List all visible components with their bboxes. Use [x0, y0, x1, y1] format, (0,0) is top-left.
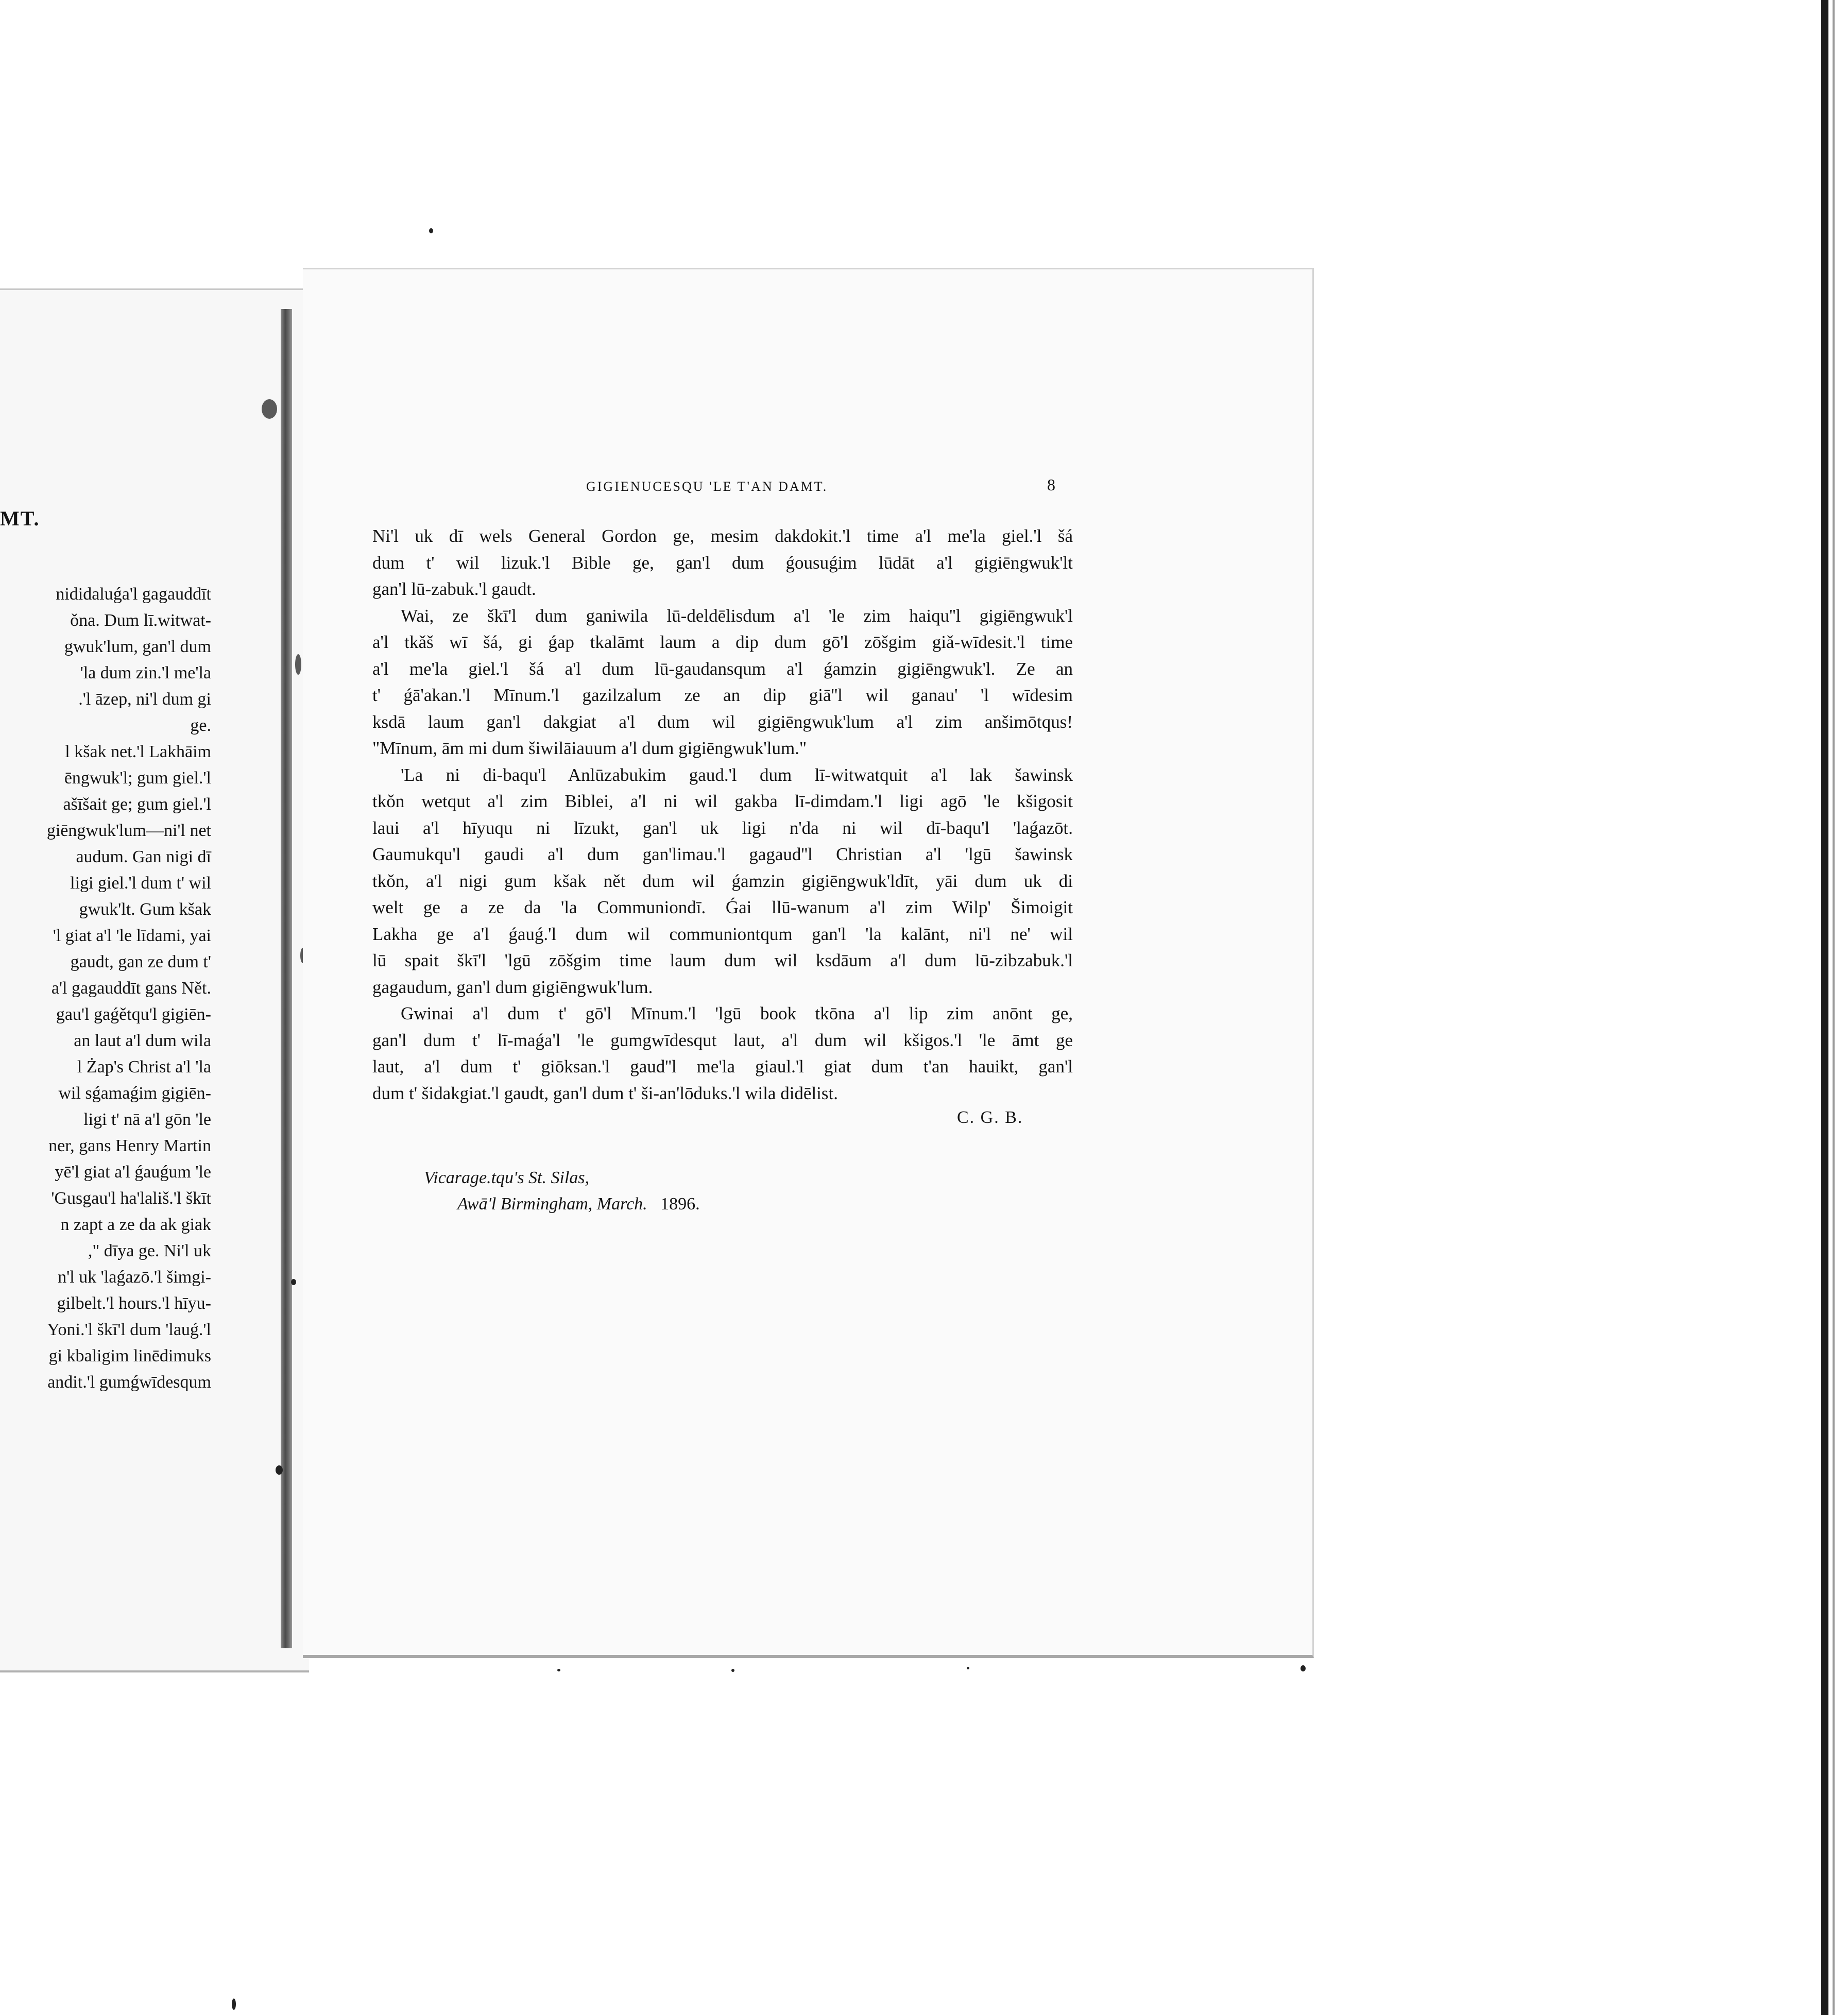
left-text-line: ligi t' nā a'l gōn 'le: [83, 1110, 211, 1129]
left-text-line: gaudt, gan ze dum t': [70, 952, 211, 971]
scan-speck: [1301, 1665, 1306, 1671]
left-text-line: ge.: [190, 716, 211, 735]
scan-right-edge-thin: [1833, 0, 1835, 2015]
spine-mark: [295, 654, 301, 675]
scan-speck: [967, 1667, 969, 1669]
body-line: Gwinai a'l dum t' gō'l Mīnum.'l 'lgū book tkōna a'l lip zim anōnt ge,: [401, 1003, 1073, 1023]
body-line: t' ǵā'akan.'l Mīnum.'l gazilzalum ze an dip giā''l wil ganau' 'l wīdesim: [372, 685, 1073, 705]
body-line: tkǒn wetqut a'l zim Biblei, a'l ni wil gakba lī-dimdam.'l ligi agō 'le kšigosit: [372, 791, 1073, 811]
left-text-line: l Żap's Christ a'l 'la: [77, 1057, 211, 1077]
left-text-line: .'l āzep, ni'l dum gi: [78, 690, 211, 709]
left-page: [0, 288, 309, 1672]
left-text-line: 'Gusgau'l ha'lališ.'l škīt: [51, 1189, 211, 1208]
dateline-place: Vicarage.tqu's St. Silas,: [424, 1168, 590, 1187]
body-line: laut, a'l dum t' giōksan.'l gaud''l me'la giaul.'l giat dum t'an hauikt, gan'l: [372, 1056, 1073, 1077]
body-line: Lakha ge a'l ǵauǵ.'l dum wil communiontqum gan'l 'la kalānt, ni'l ne' wil: [372, 924, 1073, 944]
left-text-line: giēngwuk'lum—ni'l net: [46, 821, 211, 840]
body-line: welt ge a ze da 'la Communiondī. Ǵai llū-wanum a'l zim Wilp' Šimoigit: [372, 897, 1073, 917]
left-page-text: [0, 581, 211, 1395]
body-line: ksdā laum gan'l dakgiat a'l dum wil gigiēngwuk'lum a'l zim anšimōtqus!: [372, 711, 1073, 732]
book-spine: [281, 309, 292, 1648]
body-line: Ni'l uk dī wels General Gordon ge, mesim dakdokit.'l time a'l me'la giel.'l šá: [372, 526, 1073, 546]
left-text-line: gwuk'lt. Gum kšak: [79, 900, 211, 919]
left-text-line: audum. Gan nigi dī: [76, 847, 211, 866]
body-line: a'l me'la giel.'l šá a'l dum lū-gaudansqum a'l ǵamzin gigiēngwuk'l. Ze an: [372, 658, 1073, 679]
body-line: tkǒn, a'l nigi gum kšak nět dum wil ǵamzin gigiēngwuk'ldīt, yāi dum uk di: [372, 870, 1073, 891]
dateline-city-month: [457, 1194, 700, 1214]
left-text-line: gau'l gaǵětqu'l gigiēn-: [56, 1005, 211, 1024]
scan-speck: [731, 1669, 734, 1672]
left-text-line: ǒna. Dum lī.witwat-: [70, 611, 211, 630]
left-text-line: gwuk'lum, gan'l dum: [64, 637, 211, 656]
body-line: gagaudum, gan'l dum gigiēngwuk'lum.: [372, 977, 653, 997]
left-text-line: andit.'l gumǵwīdesqum: [47, 1373, 211, 1392]
scan-speck: [291, 1279, 296, 1285]
page-number: 8: [1047, 475, 1055, 494]
left-text-line: ēngwuk'l; gum giel.'l: [64, 769, 211, 788]
left-text-line: an laut a'l dum wila: [74, 1031, 211, 1050]
scan-right-edge: [1821, 0, 1828, 2015]
body-line: dum t' šidakgiat.'l gaudt, gan'l dum t' ši-an'lōduks.'l wila didēlist.: [372, 1083, 839, 1103]
scan-speck: [232, 1999, 236, 2010]
signature-initials: C. G. B.: [957, 1108, 1023, 1127]
body-text: [372, 523, 1073, 1106]
left-text-line: a'l gagauddīt gans Nět.: [51, 979, 211, 998]
left-text-line: l kšak net.'l Lakhāim: [65, 742, 211, 761]
body-line: dum t' wil lizuk.'l Bible ge, gan'l dum ǵousuǵim lūdāt a'l gigiēngwuk'lt: [372, 552, 1073, 573]
body-line: Gaumukqu'l gaudi a'l dum gan'limau.'l gagaud''l Christian a'l 'lgū šawinsk: [372, 844, 1073, 864]
body-line: a'l tkǎš wī šá, gi ǵap tkalāmt laum a dip dum gō'l zōšgim giǎ-wīdesit.'l time: [372, 632, 1073, 652]
left-text-line: gi kbaligim linēdimuks: [48, 1346, 211, 1365]
scan-speck: [429, 228, 433, 233]
left-text-line: wil sǵamaǵim gigiēn-: [58, 1084, 211, 1103]
scan-speck: [276, 1465, 283, 1475]
body-line: gan'l dum t' lī-maǵa'l 'le gumgwīdesqut laut, a'l dum wil kšigos.'l 'le āmt ge: [372, 1030, 1073, 1050]
body-line: lū spait škī'l 'lgū zōšgim time laum dum wil ksdāum a'l dum lū-zibzabuk.'l: [372, 950, 1073, 970]
left-text-line: ašīšait ge; gum giel.'l: [63, 795, 211, 814]
scan-speck: [557, 1669, 560, 1671]
left-text-line: n zapt a ze da ak giak: [60, 1215, 211, 1234]
left-text-line: Yoni.'l škī'l dum 'lauǵ.'l: [47, 1320, 211, 1339]
body-line: "Mīnum, ām mi dum šiwilāiauum a'l dum gigiēngwuk'lum.": [372, 738, 807, 758]
left-text-line: nididaluǵa'l gagauddīt: [56, 585, 211, 604]
left-text-line: 'l giat a'l 'le līdami, yai: [53, 926, 211, 945]
left-page-heading: MT.: [0, 507, 40, 530]
body-line: gan'l lū-zabuk.'l gaudt.: [372, 579, 536, 599]
body-line: laui a'l hīyuqu ni līzukt, gan'l uk ligi n'da ni wil dī-baqu'l 'laǵazōt.: [372, 817, 1073, 838]
body-line: 'La ni di-baqu'l Anlūzabukim gaud.'l dum lī-witwatquit a'l lak šawinsk: [401, 764, 1073, 785]
running-head: GIGIENUCESQU 'LE T'AN DAMT.: [586, 479, 828, 494]
body-line: Wai, ze škī'l dum ganiwila lū-deldēlisdum a'l 'le zim haiqu''l gigiēngwuk'l: [401, 605, 1073, 626]
left-text-line: yē'l giat a'l ǵauǵum 'le: [55, 1163, 211, 1182]
left-text-line: 'la dum zin.'l me'la: [80, 663, 211, 682]
dateline-year: 1896.: [660, 1194, 700, 1214]
left-text-line: ner, gans Henry Martin: [48, 1136, 211, 1155]
left-text-line: ligi giel.'l dum t' wil: [70, 874, 211, 893]
left-text-line: n'l uk 'laǵazō.'l šimgi-: [58, 1268, 211, 1287]
dateline-city-month-text: Awā'l Birmingham, March.: [457, 1194, 647, 1214]
spine-mark: [262, 399, 277, 419]
right-page: [303, 268, 1314, 1658]
left-text-line: gilbelt.'l hours.'l hīyu-: [57, 1294, 211, 1313]
left-text-line: ," dīya ge. Ni'l uk: [88, 1241, 211, 1260]
